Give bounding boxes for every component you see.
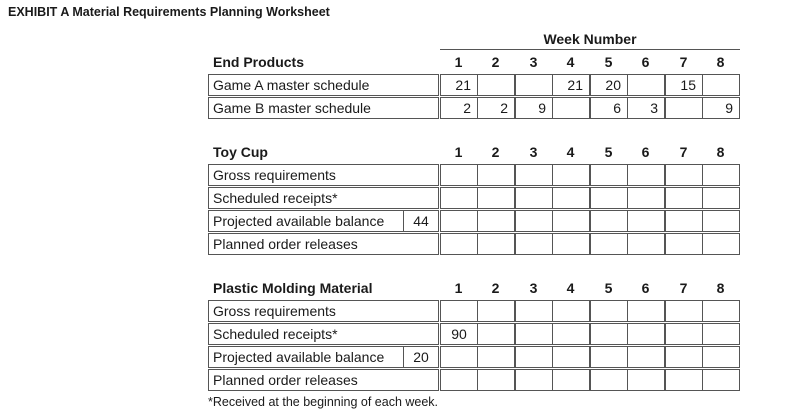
row-label: Scheduled receipts* (208, 323, 439, 345)
week-cell[interactable] (665, 233, 703, 255)
week-cell[interactable] (590, 210, 628, 232)
week-cell[interactable] (440, 164, 478, 186)
week-cell[interactable] (702, 369, 740, 391)
week-cell[interactable] (440, 233, 478, 255)
week-cell[interactable] (627, 210, 665, 232)
week-cell[interactable] (590, 346, 628, 368)
week-cell[interactable] (627, 369, 665, 391)
week-cell[interactable] (552, 233, 590, 255)
week-cell[interactable] (552, 187, 590, 209)
row-label: Scheduled receipts* (208, 187, 439, 209)
week-column-number: 8 (716, 280, 725, 296)
week-cell[interactable] (515, 369, 553, 391)
week-column-number: 7 (679, 54, 688, 70)
week-column-number: 1 (454, 54, 463, 70)
week-column-number: 7 (679, 144, 688, 160)
week-cell[interactable]: 21 (440, 74, 478, 96)
week-column-number: 3 (529, 280, 538, 296)
week-cell[interactable] (590, 164, 628, 186)
week-cell[interactable]: 2 (440, 97, 478, 119)
week-cell[interactable] (627, 164, 665, 186)
week-cell[interactable] (552, 300, 590, 322)
week-cell[interactable] (665, 187, 703, 209)
week-cell[interactable] (477, 210, 515, 232)
week-column-number: 4 (566, 54, 575, 70)
week-cell[interactable] (515, 187, 553, 209)
week-column-number: 6 (641, 54, 650, 70)
initial-balance-cell: 44 (403, 210, 439, 232)
week-column-number: 6 (641, 144, 650, 160)
week-cell[interactable] (477, 323, 515, 345)
week-cell[interactable]: 15 (665, 74, 703, 96)
row-label: Game B master schedule (208, 97, 439, 119)
week-cell[interactable] (702, 300, 740, 322)
week-column-number: 3 (529, 144, 538, 160)
week-column-number: 8 (716, 144, 725, 160)
row-label: Gross requirements (208, 164, 439, 186)
week-cell[interactable]: 20 (590, 74, 628, 96)
week-cell[interactable] (702, 74, 740, 96)
row-label: Projected available balance (208, 346, 404, 368)
week-cell[interactable] (627, 187, 665, 209)
week-cell[interactable] (515, 323, 553, 345)
week-cell[interactable]: 90 (440, 323, 478, 345)
week-cell[interactable] (590, 300, 628, 322)
week-cell[interactable] (552, 323, 590, 345)
week-cell[interactable]: 9 (515, 97, 553, 119)
week-cell[interactable]: 3 (627, 97, 665, 119)
row-label: Projected available balance (208, 210, 404, 232)
week-cell[interactable] (665, 346, 703, 368)
footnote: *Received at the beginning of each week. (208, 395, 439, 409)
week-cell[interactable] (477, 369, 515, 391)
week-cell[interactable] (515, 164, 553, 186)
week-column-number: 4 (566, 280, 575, 296)
week-column-number: 2 (491, 280, 500, 296)
week-column-number: 8 (716, 54, 725, 70)
week-cell[interactable] (665, 369, 703, 391)
week-cell[interactable] (552, 164, 590, 186)
week-cell[interactable] (627, 323, 665, 345)
week-cell[interactable] (477, 74, 515, 96)
week-column-number: 5 (604, 54, 613, 70)
week-cell[interactable] (627, 233, 665, 255)
week-cell[interactable] (665, 164, 703, 186)
week-cell[interactable] (552, 369, 590, 391)
week-column-number: 5 (604, 280, 613, 296)
week-cell[interactable]: 2 (477, 97, 515, 119)
week-cell[interactable] (515, 300, 553, 322)
week-cell[interactable] (665, 300, 703, 322)
week-cell[interactable] (665, 210, 703, 232)
week-cell[interactable] (440, 187, 478, 209)
week-column-number: 7 (679, 280, 688, 296)
week-cell[interactable] (515, 233, 553, 255)
week-cell[interactable] (477, 300, 515, 322)
worksheet-title: EXHIBIT A Material Requirements Planning Worksheet (8, 5, 330, 19)
week-cell[interactable] (477, 346, 515, 368)
week-cell[interactable] (477, 233, 515, 255)
week-column-number: 1 (454, 144, 463, 160)
week-cell[interactable] (477, 187, 515, 209)
week-cell[interactable] (627, 346, 665, 368)
week-cell[interactable] (515, 74, 553, 96)
week-column-number: 3 (529, 54, 538, 70)
week-cell[interactable] (702, 233, 740, 255)
week-cell[interactable] (440, 210, 478, 232)
week-cell[interactable] (590, 369, 628, 391)
week-cell[interactable] (627, 74, 665, 96)
week-cell[interactable]: 9 (702, 97, 740, 119)
week-header-divider (440, 49, 740, 50)
week-cell[interactable] (440, 300, 478, 322)
week-cell[interactable] (552, 97, 590, 119)
week-column-number: 2 (491, 54, 500, 70)
week-column-number: 1 (454, 280, 463, 296)
week-cell[interactable] (515, 346, 553, 368)
row-label: Gross requirements (208, 300, 439, 322)
week-column-number: 2 (491, 144, 500, 160)
initial-balance-cell: 20 (403, 346, 439, 368)
week-cell[interactable] (702, 187, 740, 209)
week-cell[interactable] (440, 346, 478, 368)
week-cell[interactable] (590, 323, 628, 345)
week-cell[interactable] (702, 323, 740, 345)
week-number-header: Week Number (543, 31, 637, 47)
week-cell[interactable]: 21 (552, 74, 590, 96)
week-cell[interactable] (440, 369, 478, 391)
week-cell[interactable] (552, 210, 590, 232)
week-cell[interactable] (702, 346, 740, 368)
week-cell[interactable] (590, 233, 628, 255)
week-cell[interactable] (665, 323, 703, 345)
week-cell[interactable] (590, 187, 628, 209)
week-cell[interactable] (702, 210, 740, 232)
week-cell[interactable] (702, 164, 740, 186)
week-column-number: 5 (604, 144, 613, 160)
section-title-plastic-molding: Plastic Molding Material (213, 280, 373, 296)
week-cell[interactable] (477, 164, 515, 186)
week-column-number: 4 (566, 144, 575, 160)
week-column-number: 6 (641, 280, 650, 296)
week-cell[interactable] (515, 210, 553, 232)
week-cell[interactable]: 6 (590, 97, 628, 119)
week-cell[interactable] (665, 97, 703, 119)
week-cell[interactable] (552, 346, 590, 368)
row-label: Planned order releases (208, 233, 439, 255)
row-label: Planned order releases (208, 369, 439, 391)
row-label: Game A master schedule (208, 74, 439, 96)
section-title-toy-cup: Toy Cup (213, 144, 268, 160)
week-cell[interactable] (627, 300, 665, 322)
section-title-end-products: End Products (213, 54, 305, 70)
